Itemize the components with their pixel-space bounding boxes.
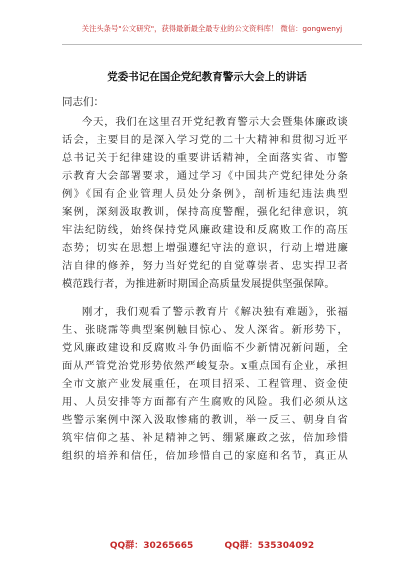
paragraph-line: 模范践行者，为推进新时期国企高质量发展提供坚强保障。 — [62, 278, 335, 290]
paragraph-line: 党风廉政建设和反腐败斗争仍面临不少新情况新问题，全 — [62, 342, 348, 354]
header-banner: 关注头条号"公文研究"，获得最新最全最专业的公文资料库！ 微信：gongwenyj — [81, 24, 343, 33]
paragraph-line: 全市文旅产业发展重任，在项目招采、工程管理、资金使 — [62, 378, 348, 390]
paragraph-line: 示教育大会部署要求，通过学习《中国共产党纪律处分条 — [62, 170, 348, 182]
header-divider — [62, 44, 362, 45]
paragraph-line: 些警示案例中深入汲取惨痛的教训，举一反三、朝身自省 — [62, 414, 348, 426]
paragraph-line: 刚才，我们观看了警示教育片《解决独有难题》，张福 — [82, 306, 348, 318]
paragraph-line: 牢法纪防线，始终保持党风廉政建设和反腐败工作的高压 — [62, 224, 348, 236]
paragraph-line: 态势；切实在思想上增强遵纪守法的意识，行动上增进廉 — [62, 242, 348, 254]
paragraph-line: 话会，主要目的是深入学习党的二十大精神和贯彻习近平 — [62, 134, 348, 146]
document-title: 党委书记在国企党纪教育警示大会上的讲话 — [107, 71, 307, 83]
paragraph-line: 今天，我们在这里召开党纪教育警示大会暨集体廉政谈 — [82, 116, 348, 128]
paragraph-line: 洁自律的修养，努力当好党纪的自觉尊崇者、忠实捍卫者 — [62, 260, 348, 272]
paragraph-line: 案例，深刻汲取教训，保持高度警醒，强化纪律意识，筑 — [62, 206, 348, 218]
paragraph-line: 例》《国有企业管理人员处分条例》，剖析违纪违法典型 — [62, 188, 348, 200]
paragraph-line: 面从严管党治党形势依然严峻复杂。x重点国有企业，承担 — [62, 360, 348, 372]
paragraph-line: 生、张晓霈等典型案例触目惊心、发人深省。新形势下， — [62, 324, 348, 336]
paragraph-line: 组织的培养和信任，倍加珍惜自己的家庭和名节，真正从 — [62, 450, 348, 462]
footer-qq-group-2: QQ群：535304092 — [224, 541, 315, 551]
paragraph-line: 用、人员安排等方面都有产生腐败的风险。我们必须从这 — [62, 396, 348, 408]
salutation: 同志们： — [62, 96, 104, 108]
footer — [62, 540, 362, 552]
paragraph-line: 筑牢信仰之基、补足精神之钙、绷紧廉政之弦，倍加珍惜 — [62, 432, 348, 444]
footer-qq-group-1: QQ群：30265665 — [109, 541, 194, 551]
paragraph-line: 总书记关于纪律建设的重要讲话精神，全面落实省、市警 — [62, 152, 348, 164]
